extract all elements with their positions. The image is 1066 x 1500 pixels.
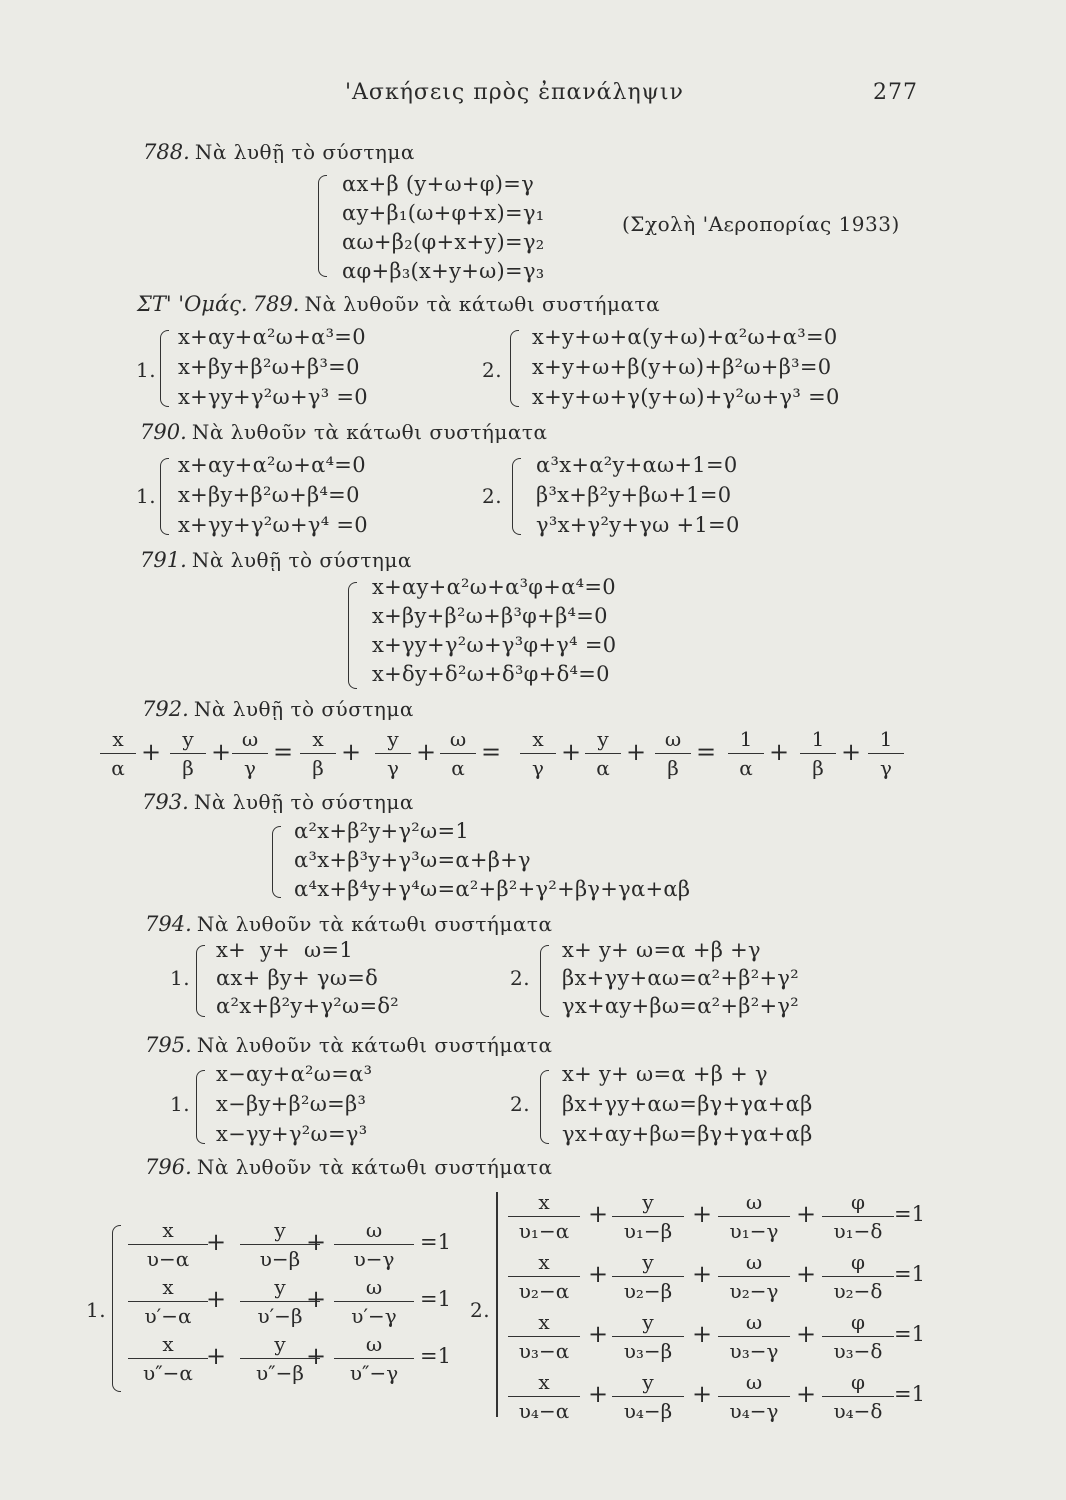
plus-sign: + [206, 1228, 227, 1256]
denominator: β [812, 756, 824, 780]
plus-sign: + [588, 1380, 609, 1408]
result: =1 [894, 1382, 925, 1406]
part-label: 1. [136, 358, 157, 382]
equation: βx+γy+αω=βγ+γα+αβ [562, 1092, 813, 1116]
denominator: β [667, 756, 679, 780]
denominator: υ₄−δ [833, 1399, 883, 1423]
numerator: y [170, 727, 206, 754]
exercise-text: Νὰ λυθοῦν τὰ κάτωθι συστήματα [196, 1033, 553, 1057]
plus-sign: + [206, 1285, 227, 1313]
fraction [520, 727, 556, 780]
numerator: φ [822, 1250, 894, 1277]
fraction [100, 727, 136, 780]
exercise-794-heading [145, 912, 552, 936]
equation: αω+β₂(φ+x+y)=γ₂ [342, 230, 545, 254]
denominator: γ [387, 756, 399, 780]
exercise-792-heading [142, 697, 414, 721]
denominator: υ₃−δ [833, 1339, 883, 1363]
plus-sign: + [841, 738, 862, 766]
numerator: x [508, 1310, 580, 1337]
result: =1 [894, 1322, 925, 1346]
denominator: υ₁−δ [833, 1219, 883, 1243]
denominator: α [111, 756, 125, 780]
exercise-text: Νὰ λυθῇ τὸ σύστημα [193, 697, 414, 721]
part-label: 1. [170, 966, 191, 990]
equation: x+ y+ ω=α +β +γ [562, 938, 761, 962]
numerator: y [240, 1332, 320, 1359]
equation: α³x+α²y+αω+1=0 [536, 453, 738, 477]
exercise-number: 793. [142, 790, 189, 814]
equation: α²x+β²y+γ²ω=δ² [216, 994, 400, 1018]
fraction [800, 727, 836, 780]
denominator: υ₄−α [518, 1399, 570, 1423]
plus-sign: + [306, 1285, 327, 1313]
denominator: γ [880, 756, 892, 780]
numerator: y [612, 1190, 684, 1217]
result: =1 [420, 1344, 451, 1368]
plus-sign: + [341, 738, 362, 766]
numerator: y [612, 1250, 684, 1277]
fraction [822, 1310, 894, 1363]
numerator: ω [718, 1190, 790, 1217]
numerator: x [128, 1275, 208, 1302]
numerator: x [508, 1370, 580, 1397]
equation: x+ y+ ω=1 [216, 938, 353, 962]
numerator: ω [718, 1310, 790, 1337]
brace [540, 945, 549, 1017]
fraction [375, 727, 411, 780]
fraction [128, 1218, 208, 1271]
exercise-text: Νὰ λυθοῦν τὰ κάτωθι συστήματα [196, 1155, 553, 1179]
exercise-text: Νὰ λυθῇ τὸ σύστημα [194, 140, 415, 164]
numerator: ω [334, 1332, 414, 1359]
fraction [718, 1250, 790, 1303]
brace [272, 826, 281, 898]
fraction [128, 1332, 208, 1385]
denominator: υ₂−β [623, 1279, 673, 1303]
denominator: υ₂−δ [833, 1279, 883, 1303]
numerator: 1 [868, 727, 904, 754]
equation: x+y+ω+γ(y+ω)+γ²ω+γ³ =0 [532, 385, 840, 409]
equation: x+y+ω+β(y+ω)+β²ω+β³=0 [532, 355, 832, 379]
result: =1 [420, 1230, 451, 1254]
part-label: 2. [482, 358, 503, 382]
brace [160, 330, 169, 407]
numerator: ω [232, 727, 268, 754]
denominator: υ₁−γ [729, 1219, 779, 1243]
denominator: υ′−γ [351, 1304, 397, 1328]
equation: x+αy+α²ω+α⁴=0 [178, 453, 366, 477]
equation: x+ y+ ω=α +β + γ [562, 1062, 768, 1086]
numerator: y [375, 727, 411, 754]
part-label: 2. [470, 1298, 491, 1322]
fraction [508, 1310, 580, 1363]
denominator: υ″−α [143, 1361, 193, 1385]
equation: x+αy+α²ω+α³=0 [178, 325, 366, 349]
numerator: ω [718, 1250, 790, 1277]
source-note: (Σχολὴ 'Αεροπορίας 1933) [622, 212, 900, 236]
equation: αy+β₁(ω+φ+x)=γ₁ [342, 201, 545, 225]
equation: βx+γy+αω=α²+β²+γ² [562, 966, 799, 990]
exercise-number: 790. [140, 420, 187, 444]
numerator: x [508, 1250, 580, 1277]
exercise-text: Νὰ λυθοῦν τὰ κάτωθι συστήματα [191, 420, 548, 444]
plus-sign: + [796, 1320, 817, 1348]
exercise-text: Νὰ λυθῇ τὸ σύστημα [191, 548, 412, 572]
denominator: υ′−α [144, 1304, 192, 1328]
plus-sign: + [561, 738, 582, 766]
exercise-795-heading [145, 1033, 552, 1057]
fraction [232, 727, 268, 780]
equals-sign: = [273, 738, 294, 766]
numerator: φ [822, 1310, 894, 1337]
plus-sign: + [306, 1228, 327, 1256]
equation: x−βy+β²ω=β³ [216, 1092, 367, 1116]
equation: β³x+β²y+βω+1=0 [536, 483, 732, 507]
numerator: x [128, 1332, 208, 1359]
part-label: 2. [510, 966, 531, 990]
numerator: y [240, 1275, 320, 1302]
brace [510, 330, 519, 407]
exercise-791-heading [140, 548, 412, 572]
fraction [822, 1190, 894, 1243]
equation: α²x+β²y+γ²ω=1 [294, 819, 470, 843]
exercise-text: Νὰ λυθοῦν τὰ κάτωθι συστήματα [304, 292, 661, 316]
plus-sign: + [206, 1342, 227, 1370]
exercise-number: 791. [140, 548, 187, 572]
fraction [612, 1190, 684, 1243]
numerator: ω [718, 1370, 790, 1397]
plus-sign: + [588, 1260, 609, 1288]
numerator: φ [822, 1370, 894, 1397]
fraction [612, 1250, 684, 1303]
numerator: ω [334, 1275, 414, 1302]
fraction [718, 1190, 790, 1243]
equals-sign: = [696, 738, 717, 766]
brace [160, 458, 169, 535]
denominator: υ−β [259, 1247, 301, 1271]
plus-sign: + [796, 1380, 817, 1408]
denominator: υ₄−β [623, 1399, 673, 1423]
fraction [508, 1190, 580, 1243]
plus-sign: + [796, 1200, 817, 1228]
plus-sign: + [588, 1320, 609, 1348]
fraction [612, 1310, 684, 1363]
fraction [718, 1310, 790, 1363]
result: =1 [420, 1287, 451, 1311]
equation: x+γy+γ²ω+γ³ =0 [178, 385, 368, 409]
part-label: 1. [136, 484, 157, 508]
numerator: y [612, 1310, 684, 1337]
fraction [334, 1332, 414, 1385]
plus-sign: + [626, 738, 647, 766]
equation: x+γy+γ²ω+γ⁴ =0 [178, 513, 368, 537]
exercise-text: Νὰ λυθῇ τὸ σύστημα [193, 790, 414, 814]
exercise-788-heading [143, 140, 415, 164]
exercise-number: 789. [252, 292, 300, 316]
exercise-796-heading [145, 1155, 552, 1179]
running-header: 'Ασκήσεις πρὸς ἐπανάληψιν [345, 80, 684, 105]
denominator: υ₂−α [518, 1279, 570, 1303]
part-label: 2. [510, 1092, 531, 1116]
fraction [170, 727, 206, 780]
numerator: φ [822, 1190, 894, 1217]
denominator: υ₃−γ [729, 1339, 779, 1363]
brace [196, 945, 205, 1017]
fraction [508, 1250, 580, 1303]
numerator: ω [655, 727, 691, 754]
equation: α³x+β³y+γ³ω=α+β+γ [294, 848, 531, 872]
denominator: υ₁−α [518, 1219, 570, 1243]
numerator: y [612, 1370, 684, 1397]
plus-sign: + [796, 1260, 817, 1288]
fraction [655, 727, 691, 780]
fraction [334, 1218, 414, 1271]
brace [540, 1070, 549, 1144]
brace [318, 175, 327, 277]
page-number: 277 [873, 80, 918, 105]
equation: x+βy+β²ω+β⁴=0 [178, 483, 360, 507]
denominator: υ″−β [256, 1361, 304, 1385]
plus-sign: + [211, 738, 232, 766]
brace [196, 1070, 205, 1144]
exercise-number: 794. [145, 912, 192, 936]
denominator: β [312, 756, 324, 780]
numerator: ω [334, 1218, 414, 1245]
part-label: 1. [170, 1092, 191, 1116]
denominator: υ′−β [257, 1304, 303, 1328]
plus-sign: + [588, 1200, 609, 1228]
fraction [508, 1370, 580, 1423]
denominator: υ₂−γ [729, 1279, 779, 1303]
exercise-790-heading [140, 420, 547, 444]
plus-sign: + [769, 738, 790, 766]
group-heading [137, 292, 660, 316]
denominator: α [596, 756, 610, 780]
equation: α⁴x+β⁴y+γ⁴ω=α²+β²+γ²+βγ+γα+αβ [294, 877, 691, 901]
fraction [728, 727, 764, 780]
denominator: υ−α [146, 1247, 190, 1271]
exercise-number: 788. [143, 140, 190, 164]
brace [512, 458, 521, 535]
plus-sign: + [692, 1260, 713, 1288]
fraction [718, 1370, 790, 1423]
numerator: x [100, 727, 136, 754]
plus-sign: + [692, 1320, 713, 1348]
denominator: γ [244, 756, 256, 780]
equation: x+y+ω+α(y+ω)+α²ω+α³=0 [532, 325, 838, 349]
denominator: υ−γ [353, 1247, 395, 1271]
equation: αx+ βy+ γω=δ [216, 966, 379, 990]
result: =1 [894, 1262, 925, 1286]
fraction [822, 1370, 894, 1423]
exercise-793-heading [142, 790, 414, 814]
brace [348, 582, 357, 689]
numerator: x [300, 727, 336, 754]
denominator: υ₄−γ [729, 1399, 779, 1423]
equation: γx+αy+βω=α²+β²+γ² [562, 994, 799, 1018]
denominator: α [451, 756, 465, 780]
equation: x−γy+γ²ω=γ³ [216, 1122, 368, 1146]
equation: x+αy+α²ω+α³φ+α⁴=0 [372, 575, 616, 599]
denominator: υ₃−β [623, 1339, 673, 1363]
fraction [300, 727, 336, 780]
equation: αx+β (y+ω+φ)=γ [342, 172, 535, 196]
equation: x−αy+α²ω=α³ [216, 1062, 373, 1086]
fraction [440, 727, 476, 780]
equation: x+γy+γ²ω+γ³φ+γ⁴ =0 [372, 633, 617, 657]
plus-sign: + [306, 1342, 327, 1370]
equals-sign: = [481, 738, 502, 766]
plus-sign: + [141, 738, 162, 766]
equation: γx+αy+βω=βγ+γα+αβ [562, 1122, 813, 1146]
equation: x+βy+β²ω+β³=0 [178, 355, 360, 379]
denominator: γ [532, 756, 544, 780]
brace [112, 1225, 121, 1392]
plus-sign: + [692, 1380, 713, 1408]
exercise-text: Νὰ λυθοῦν τὰ κάτωθι συστήματα [196, 912, 553, 936]
result: =1 [894, 1202, 925, 1226]
fraction [822, 1250, 894, 1303]
part-label: 2. [482, 484, 503, 508]
numerator: x [520, 727, 556, 754]
plus-sign: + [416, 738, 437, 766]
numerator: ω [440, 727, 476, 754]
fraction [585, 727, 621, 780]
numerator: y [240, 1218, 320, 1245]
denominator: β [182, 756, 194, 780]
denominator: α [739, 756, 753, 780]
fraction [868, 727, 904, 780]
numerator: x [508, 1190, 580, 1217]
numerator: x [128, 1218, 208, 1245]
denominator: υ″−γ [349, 1361, 399, 1385]
fraction [612, 1370, 684, 1423]
numerator: y [585, 727, 621, 754]
part-label: 1. [86, 1298, 107, 1322]
equation: αφ+β₃(x+y+ω)=γ₃ [342, 259, 545, 283]
exercise-number: 795. [145, 1033, 192, 1057]
denominator: υ₃−α [518, 1339, 570, 1363]
brace [496, 1192, 498, 1417]
equation: γ³x+γ²y+γω +1=0 [536, 513, 740, 537]
equation: x+βy+β²ω+β³φ+β⁴=0 [372, 604, 608, 628]
numerator: 1 [728, 727, 764, 754]
fraction [334, 1275, 414, 1328]
denominator: υ₁−β [623, 1219, 673, 1243]
plus-sign: + [692, 1200, 713, 1228]
group-label: ΣΤ' 'Ομάς. [137, 292, 248, 316]
fraction [128, 1275, 208, 1328]
exercise-number: 792. [142, 697, 189, 721]
exercise-number: 796. [145, 1155, 192, 1179]
numerator: 1 [800, 727, 836, 754]
equation: x+δy+δ²ω+δ³φ+δ⁴=0 [372, 662, 610, 686]
